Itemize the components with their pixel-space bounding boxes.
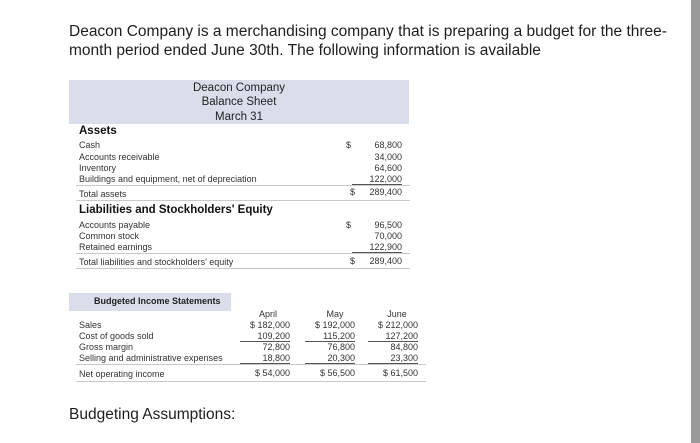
col-header-april: April bbox=[258, 309, 277, 319]
divider bbox=[76, 200, 410, 201]
value-sga-april: 18,800 bbox=[240, 353, 290, 364]
value-cogs-june: 127,200 bbox=[368, 331, 418, 342]
value-sales-june: $ 212,000 bbox=[377, 320, 418, 330]
row-label-common-stock: Common stock bbox=[79, 231, 140, 241]
row-label-total-liab: Total liabilities and stockholders' equity bbox=[79, 257, 234, 267]
divider bbox=[76, 185, 410, 186]
row-label-ap: Accounts payable bbox=[79, 220, 151, 230]
value-cogs-may: 115,200 bbox=[305, 331, 355, 342]
problem-intro: Deacon Company is a merchandising company that is preparing a budget for the three-month period ended June 30th. The following information is available bbox=[69, 23, 667, 59]
value-ni-june: $ 61,500 bbox=[382, 368, 418, 378]
value-cogs-april: 109,200 bbox=[240, 331, 290, 342]
amount-total-liab: 289,400 bbox=[369, 256, 402, 266]
row-label-cogs: Cost of goods sold bbox=[79, 331, 154, 341]
value-sga-may: 20,300 bbox=[305, 353, 355, 364]
budgeting-assumptions-heading: Budgeting Assumptions: bbox=[69, 406, 236, 423]
value-ni-april: $ 54,000 bbox=[254, 368, 290, 378]
divider bbox=[76, 253, 410, 254]
row-label-buildings: Buildings and equipment, net of depreciation bbox=[79, 174, 257, 184]
assets-heading: Assets bbox=[79, 125, 117, 137]
row-label-sales: Sales bbox=[79, 320, 102, 330]
amount-retained-earnings: 122,900 bbox=[352, 242, 402, 253]
amount-ar: 34,000 bbox=[374, 152, 402, 162]
value-ni-may: $ 56,500 bbox=[319, 368, 355, 378]
liabilities-heading: Liabilities and Stockholders' Equity bbox=[79, 204, 273, 216]
amount-buildings: 122,000 bbox=[352, 174, 402, 185]
currency-sign: $ bbox=[350, 187, 356, 197]
value-sales-april: $ 182,000 bbox=[249, 320, 290, 330]
divider bbox=[76, 364, 426, 365]
value-gm-april: 72,800 bbox=[262, 342, 290, 352]
amount-inventory: 64,600 bbox=[374, 163, 402, 173]
window-edge bbox=[691, 0, 700, 443]
statement-title: Balance Sheet bbox=[201, 96, 277, 108]
col-header-june: June bbox=[387, 309, 407, 319]
value-gm-june: 84,800 bbox=[390, 342, 418, 352]
value-sales-may: $ 192,000 bbox=[314, 320, 355, 330]
col-header-may: May bbox=[326, 309, 344, 319]
row-label-sga: Selling and administrative expenses bbox=[79, 353, 223, 363]
amount-cash: 68,800 bbox=[374, 140, 402, 150]
income-statement-header bbox=[69, 293, 231, 311]
row-label-net-income: Net operating income bbox=[79, 369, 165, 379]
company-name: Deacon Company bbox=[192, 82, 286, 94]
row-label-retained-earnings: Retained earnings bbox=[79, 242, 153, 252]
balance-sheet-header bbox=[69, 80, 409, 124]
currency-sign: $ bbox=[346, 220, 352, 230]
row-label-total-assets: Total assets bbox=[79, 189, 127, 199]
amount-common-stock: 70,000 bbox=[374, 231, 402, 241]
currency-sign: $ bbox=[346, 140, 352, 150]
row-label-ar: Accounts receivable bbox=[79, 152, 160, 162]
row-label-inventory: Inventory bbox=[79, 163, 117, 173]
income-statement-title: Budgeted Income Statements bbox=[94, 296, 221, 306]
currency-sign: $ bbox=[350, 256, 356, 266]
row-label-cash: Cash bbox=[79, 140, 101, 150]
amount-ap: 96,500 bbox=[374, 220, 402, 230]
divider bbox=[76, 381, 426, 382]
statement-date: March 31 bbox=[215, 111, 263, 123]
amount-total-assets: 289,400 bbox=[369, 187, 402, 197]
value-sga-june: 23,300 bbox=[368, 353, 418, 364]
divider bbox=[76, 268, 410, 269]
row-label-gross-margin: Gross margin bbox=[79, 342, 134, 352]
value-gm-may: 76,800 bbox=[327, 342, 355, 352]
